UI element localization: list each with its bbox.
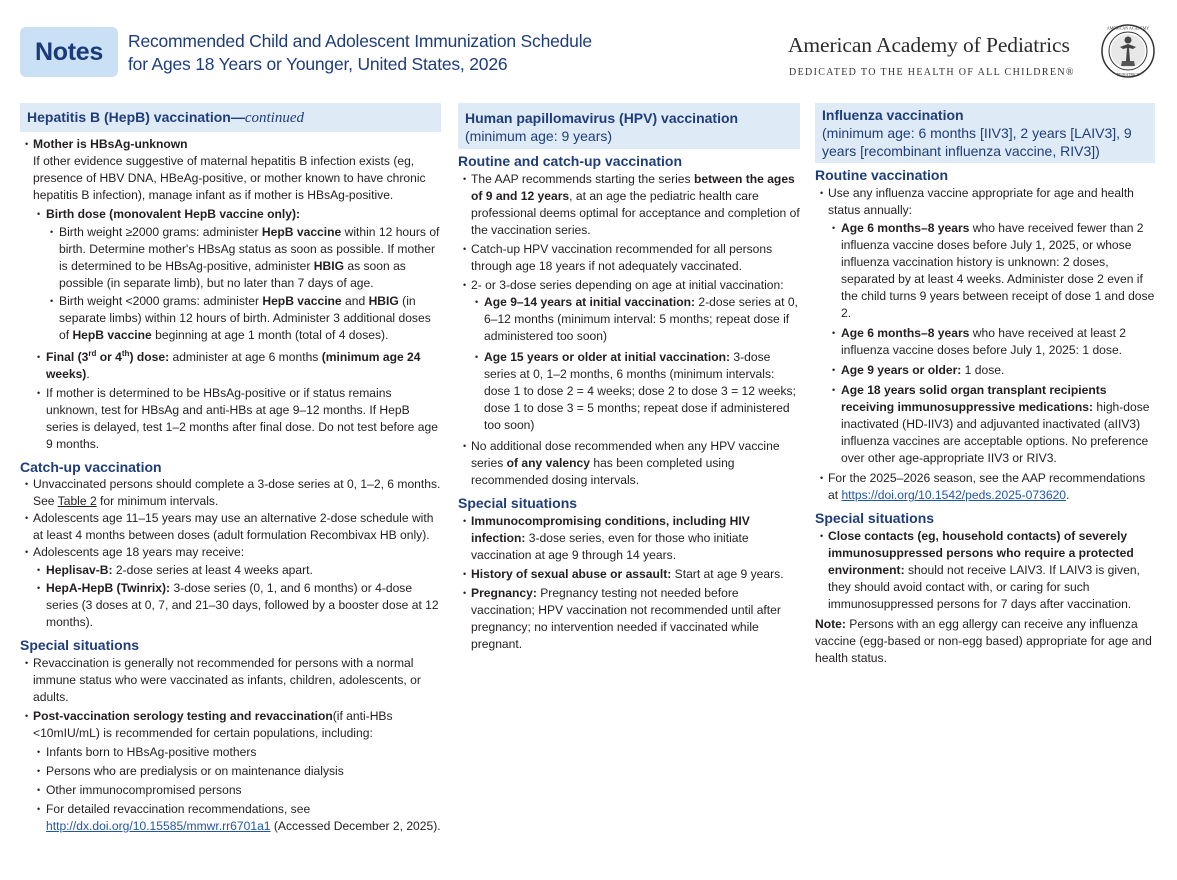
- list-item: • Close contacts (eg, household contacts) of severely immunosuppressed persons who require a protected environment: should not receive LAIV3. If LAIV3 is given, they should avoid contact with, or caring for such immunosuppressed persons for 7 days after vaccination.: [815, 528, 1155, 613]
- list-item: • Age 18 years solid organ transplant recipients receiving immunosuppressive medications: high-dose inactivated (HD-IIV3) and adjuvanted inactivated (aIIV3) influenza vaccines are acceptable options. No preference over other age-appropriate IIV3 or RIV3.: [828, 382, 1155, 467]
- hpv-minimum-age: (minimum age: 9 years): [465, 128, 613, 144]
- aap-seal-icon: [1100, 23, 1156, 79]
- title-line-2: for Ages 18 Years or Younger, United States, 2026: [128, 54, 508, 74]
- list-item: • Revaccination is generally not recommended for persons with a normal immune status who were vaccinated as infants, children, adolescents, or adults.: [20, 655, 441, 706]
- page-header: [0, 0, 1177, 100]
- aap-flu-recommendations-link[interactable]: https://doi.org/10.1542/peds.2025-073620: [841, 488, 1067, 502]
- organization-name: American Academy of Pediatrics: [788, 33, 1070, 57]
- list-item: • Age 9 years or older: 1 dose.: [828, 362, 1155, 379]
- svg-text:PEDIATRICS: PEDIATRICS: [1116, 72, 1140, 77]
- hepb-catchup-list: [20, 476, 441, 631]
- notes-badge: Notes: [20, 27, 118, 77]
- influenza-special-heading: Special situations: [815, 510, 935, 526]
- list-item: • Age 6 months–8 years who have received fewer than 2 influenza vaccine doses before July 1, 2025, or whose influenza vaccination history is unknown: 2 doses, separated by at least 4 weeks. Administer dose 2 even if the child turns 9 years between receipt of dose 1 and dose 2.: [828, 220, 1155, 322]
- influenza-section-header: Influenza vaccination (minimum age: 6 months [IIV3], 2 years [LAIV3], 9 years [recombinant influenza vaccine, RIV3]): [815, 103, 1155, 163]
- list-item: • Unvaccinated persons should complete a 3-dose series at 0, 1–2, 6 months. See Table 2 for minimum intervals.: [20, 476, 441, 510]
- hepb-special-heading: Special situations: [20, 637, 140, 653]
- list-item: • Pregnancy: Pregnancy testing not needed before vaccination; HPV vaccination not recommended until after pregnancy; no intervention needed if vaccinated while pregnant.: [458, 585, 800, 653]
- hpv-special-list: [458, 513, 800, 653]
- list-item: • Final (3rd or 4th) dose: administer at age 6 months (minimum age 24 weeks).: [33, 349, 441, 383]
- list-item: • Heplisav-B: 2-dose series at least 4 weeks apart.: [33, 562, 441, 579]
- hepb-catchup-heading: Catch-up vaccination: [20, 459, 162, 475]
- egg-allergy-note: Note: Persons with an egg allergy can receive any influenza vaccine (egg-based or non-egg based) appropriate for age and health status.: [815, 617, 1152, 665]
- list-item: • Adolescents age 11–15 years may use an alternative 2-dose schedule with at least 4 months between doses (adult formulation Recombivax HB only).: [20, 510, 441, 544]
- influenza-routine-list: [815, 185, 1155, 504]
- continued-label: continued: [244, 110, 304, 126]
- list-item: • For detailed revaccination recommendations, see http://dx.doi.org/10.15585/mmwr.rr6701a1 (Accessed December 2, 2025).: [33, 801, 441, 835]
- list-item: • Age 6 months–8 years who have received at least 2 influenza vaccine doses before July 1, 2025: 1 dose.: [828, 325, 1155, 359]
- list-item: • Birth weight <2000 grams: administer HepB vaccine and HBIG (in separate limbs) within 12 hours of birth. Administer 3 additional doses of HepB vaccine beginning at age 1 month (total of 4 doses).: [46, 293, 441, 344]
- list-item: • The AAP recommends starting the series between the ages of 9 and 12 years, at an age the pediatric health care professional deems optimal for acceptance and completion of the vaccination series.: [458, 171, 800, 239]
- list-item: • If mother is determined to be HBsAg-positive or if status remains unknown, test for HBsAg and anti-HBs at age 9–12 months. If HepB series is delayed, test 1–2 months after final dose. Do not test before age 9 months.: [33, 385, 441, 453]
- hepb-special-list: [20, 655, 441, 835]
- hepb-section-header: Hepatitis B (HepB) vaccination—continued: [20, 103, 441, 132]
- hpv-routine-heading: Routine and catch-up vaccination: [458, 153, 683, 169]
- influenza-minimum-age: (minimum age: 6 months [IIV3], 2 years [LAIV3], 9 years [recombinant influenza vaccine, RIV3]): [822, 125, 1132, 159]
- list-item: • Other immunocompromised persons: [33, 782, 441, 799]
- influenza-column: [815, 103, 1155, 667]
- list-item: • Post-vaccination serology testing and revaccination(if anti-HBs <10mIU/mL) is recommended for certain populations, including: • Infants born to HBsAg-positive mothers • Persons who are predialysis or on maintenance dialysis • Other immunocompromised persons • For detailed revaccination recommendations, see http://dx.doi.org/10.15585/mmwr.rr6701a1 (Accessed December 2, 2025).: [20, 708, 441, 835]
- list-item: • 2- or 3-dose series depending on age at initial vaccination: • Age 9–14 years at initial vaccination: 2-dose series at 0, 6–12 months (minimum interval: 5 months; repeat dose if administered too soon) • Age 15 years or older at initial vaccination: 3-dose series at 0, 1–2 months, 6 months (minimum intervals: dose 1 to dose 2 = 4 weeks; dose 2 to dose 3 = 12 weeks; dose 1 to dose 3 = 5 months; repeat dose if administered too soon): [458, 277, 800, 434]
- list-item: • Catch-up HPV vaccination recommended for all persons through age 18 years if not adequately vaccinated.: [458, 241, 800, 275]
- organization-tagline: DEDICATED TO THE HEALTH OF ALL CHILDREN®: [789, 67, 1075, 78]
- list-item: • History of sexual abuse or assault: Start at age 9 years.: [458, 566, 800, 583]
- list-item: • For the 2025–2026 season, see the AAP recommendations at https://doi.org/10.1542/peds.2025-073620.: [815, 470, 1155, 504]
- svg-text:AMERICAN ACADEMY: AMERICAN ACADEMY: [1106, 25, 1150, 31]
- hepb-unknown-list: [20, 136, 441, 453]
- hepb-column: [20, 103, 441, 837]
- influenza-routine-heading: Routine vaccination: [815, 167, 949, 183]
- influenza-special-list: [815, 528, 1155, 613]
- hpv-section-header: Human papillomavirus (HPV) vaccination (minimum age: 9 years): [458, 103, 800, 149]
- list-item: • Immunocompromising conditions, including HIV infection: 3-dose series, even for those who initiate vaccination at age 9 through 14 years.: [458, 513, 800, 564]
- list-item: • Age 9–14 years at initial vaccination: 2-dose series at 0, 6–12 months (minimum interval: 5 months; repeat dose if administered too soon): [471, 294, 800, 345]
- document-title: [128, 30, 592, 76]
- list-item: • Age 15 years or older at initial vaccination: 3-dose series at 0, 1–2 months, 6 months (minimum intervals: dose 1 to dose 2 = 4 weeks; dose 2 to dose 3 = 12 weeks; dose 1 to dose 3 = 5 months; repeat dose if administered too soon): [471, 349, 800, 434]
- hpv-column: [458, 103, 800, 655]
- table-2-link[interactable]: Table 2: [57, 494, 97, 508]
- hpv-routine-list: [458, 171, 800, 489]
- list-item: • Birth dose (monovalent HepB vaccine only): • Birth weight ≥2000 grams: administer HepB vaccine within 12 hours of birth. Determine mother's HBsAg status as soon as possible. If mother is determined to be HBsAg-positive, administer HBIG as soon as possible (in separate limb), but no later than 7 days of age. • Birth weight <2000 grams: administer HepB vaccine and HBIG (in separate limbs) within 12 hours of birth. Administer 3 additional doses of HepB vaccine beginning at age 1 month (total of 4 doses).: [33, 206, 441, 344]
- list-item: • HepA-HepB (Twinrix): 3-dose series (0, 1, and 6 months) or 4-dose series (3 doses at 0, 7, and 21–30 days, followed by a booster dose at 12 months).: [33, 580, 441, 631]
- list-item: • Adolescents age 18 years may receive: • Heplisav-B: 2-dose series at least 4 weeks apart. • HepA-HepB (Twinrix): 3-dose series (0, 1, and 6 months) or 4-dose series (3 doses at 0, 7, and 21–30 days, followed by a booster dose at 12 months).: [20, 544, 441, 631]
- list-item: • Use any influenza vaccine appropriate for age and health status annually: • Age 6 months–8 years who have received fewer than 2 influenza vaccine doses before July 1, 2025, or whose influenza vaccination history is unknown: 2 doses, separated by at least 4 weeks. Administer dose 2 even if the child turns 9 years between receipt of dose 1 and dose 2. • Age 6 months–8 years who have received at least 2 influenza vaccine doses before July 1, 2025: 1 dose. • Age 9 years or older: 1 dose. • Age 18 years solid organ transplant recipients receiving immunosuppressive medications: high-dose inactivated (HD-IIV3) and adjuvanted inactivated (aIIV3) influenza vaccines are acceptable options. No preference over other age-appropriate IIV3 or RIV3.: [815, 185, 1155, 467]
- list-item: • Persons who are predialysis or on maintenance dialysis: [33, 763, 441, 780]
- mmwr-link[interactable]: http://dx.doi.org/10.15585/mmwr.rr6701a1: [46, 819, 271, 833]
- list-item: • Infants born to HBsAg-positive mothers: [33, 744, 441, 761]
- title-line-1: Recommended Child and Adolescent Immunization Schedule: [128, 31, 592, 51]
- list-item: • Mother is HBsAg-unknown If other evidence suggestive of maternal hepatitis B infection exists (eg, presence of HBV DNA, HBeAg-positive, or mother known to have chronic hepatitis B infection), manage infant as if mother is HBsAg-positive. • Birth dose (monovalent HepB vaccine only): • Birth weight ≥2000 grams: administer HepB vaccine within 12 hours of birth. Determine mother's HBsAg status as soon as possible. If mother is determined to be HBsAg-positive, administer HBIG as soon as possible (in separate limb), but no later than 7 days of age. • Birth weight <2000 grams: administer HepB vaccine and HBIG (in separate limbs) within 12 hours of birth. Administer 3 additional doses of HepB vaccine beginning at age 1 month (total of 4 doses). • Final (3rd or 4th) dose: administer at age 6 months (minimum age 24 weeks). • If mother is determined to be HBsAg-positive or if status remains unknown, test for HBsAg and anti-HBs at age 9–12 months. If HepB series is delayed, test 1–2 months after final dose. Do not test before age 9 months.: [20, 136, 441, 453]
- hpv-special-heading: Special situations: [458, 495, 578, 511]
- list-item: • Birth weight ≥2000 grams: administer HepB vaccine within 12 hours of birth. Determine mother's HBsAg status as soon as possible. If mother is determined to be HBsAg-positive, administer HBIG as soon as possible (in separate limb), but no later than 7 days of age.: [46, 224, 441, 292]
- list-item: • No additional dose recommended when any HPV vaccine series of any valency has been completed using recommended dosing intervals.: [458, 438, 800, 489]
